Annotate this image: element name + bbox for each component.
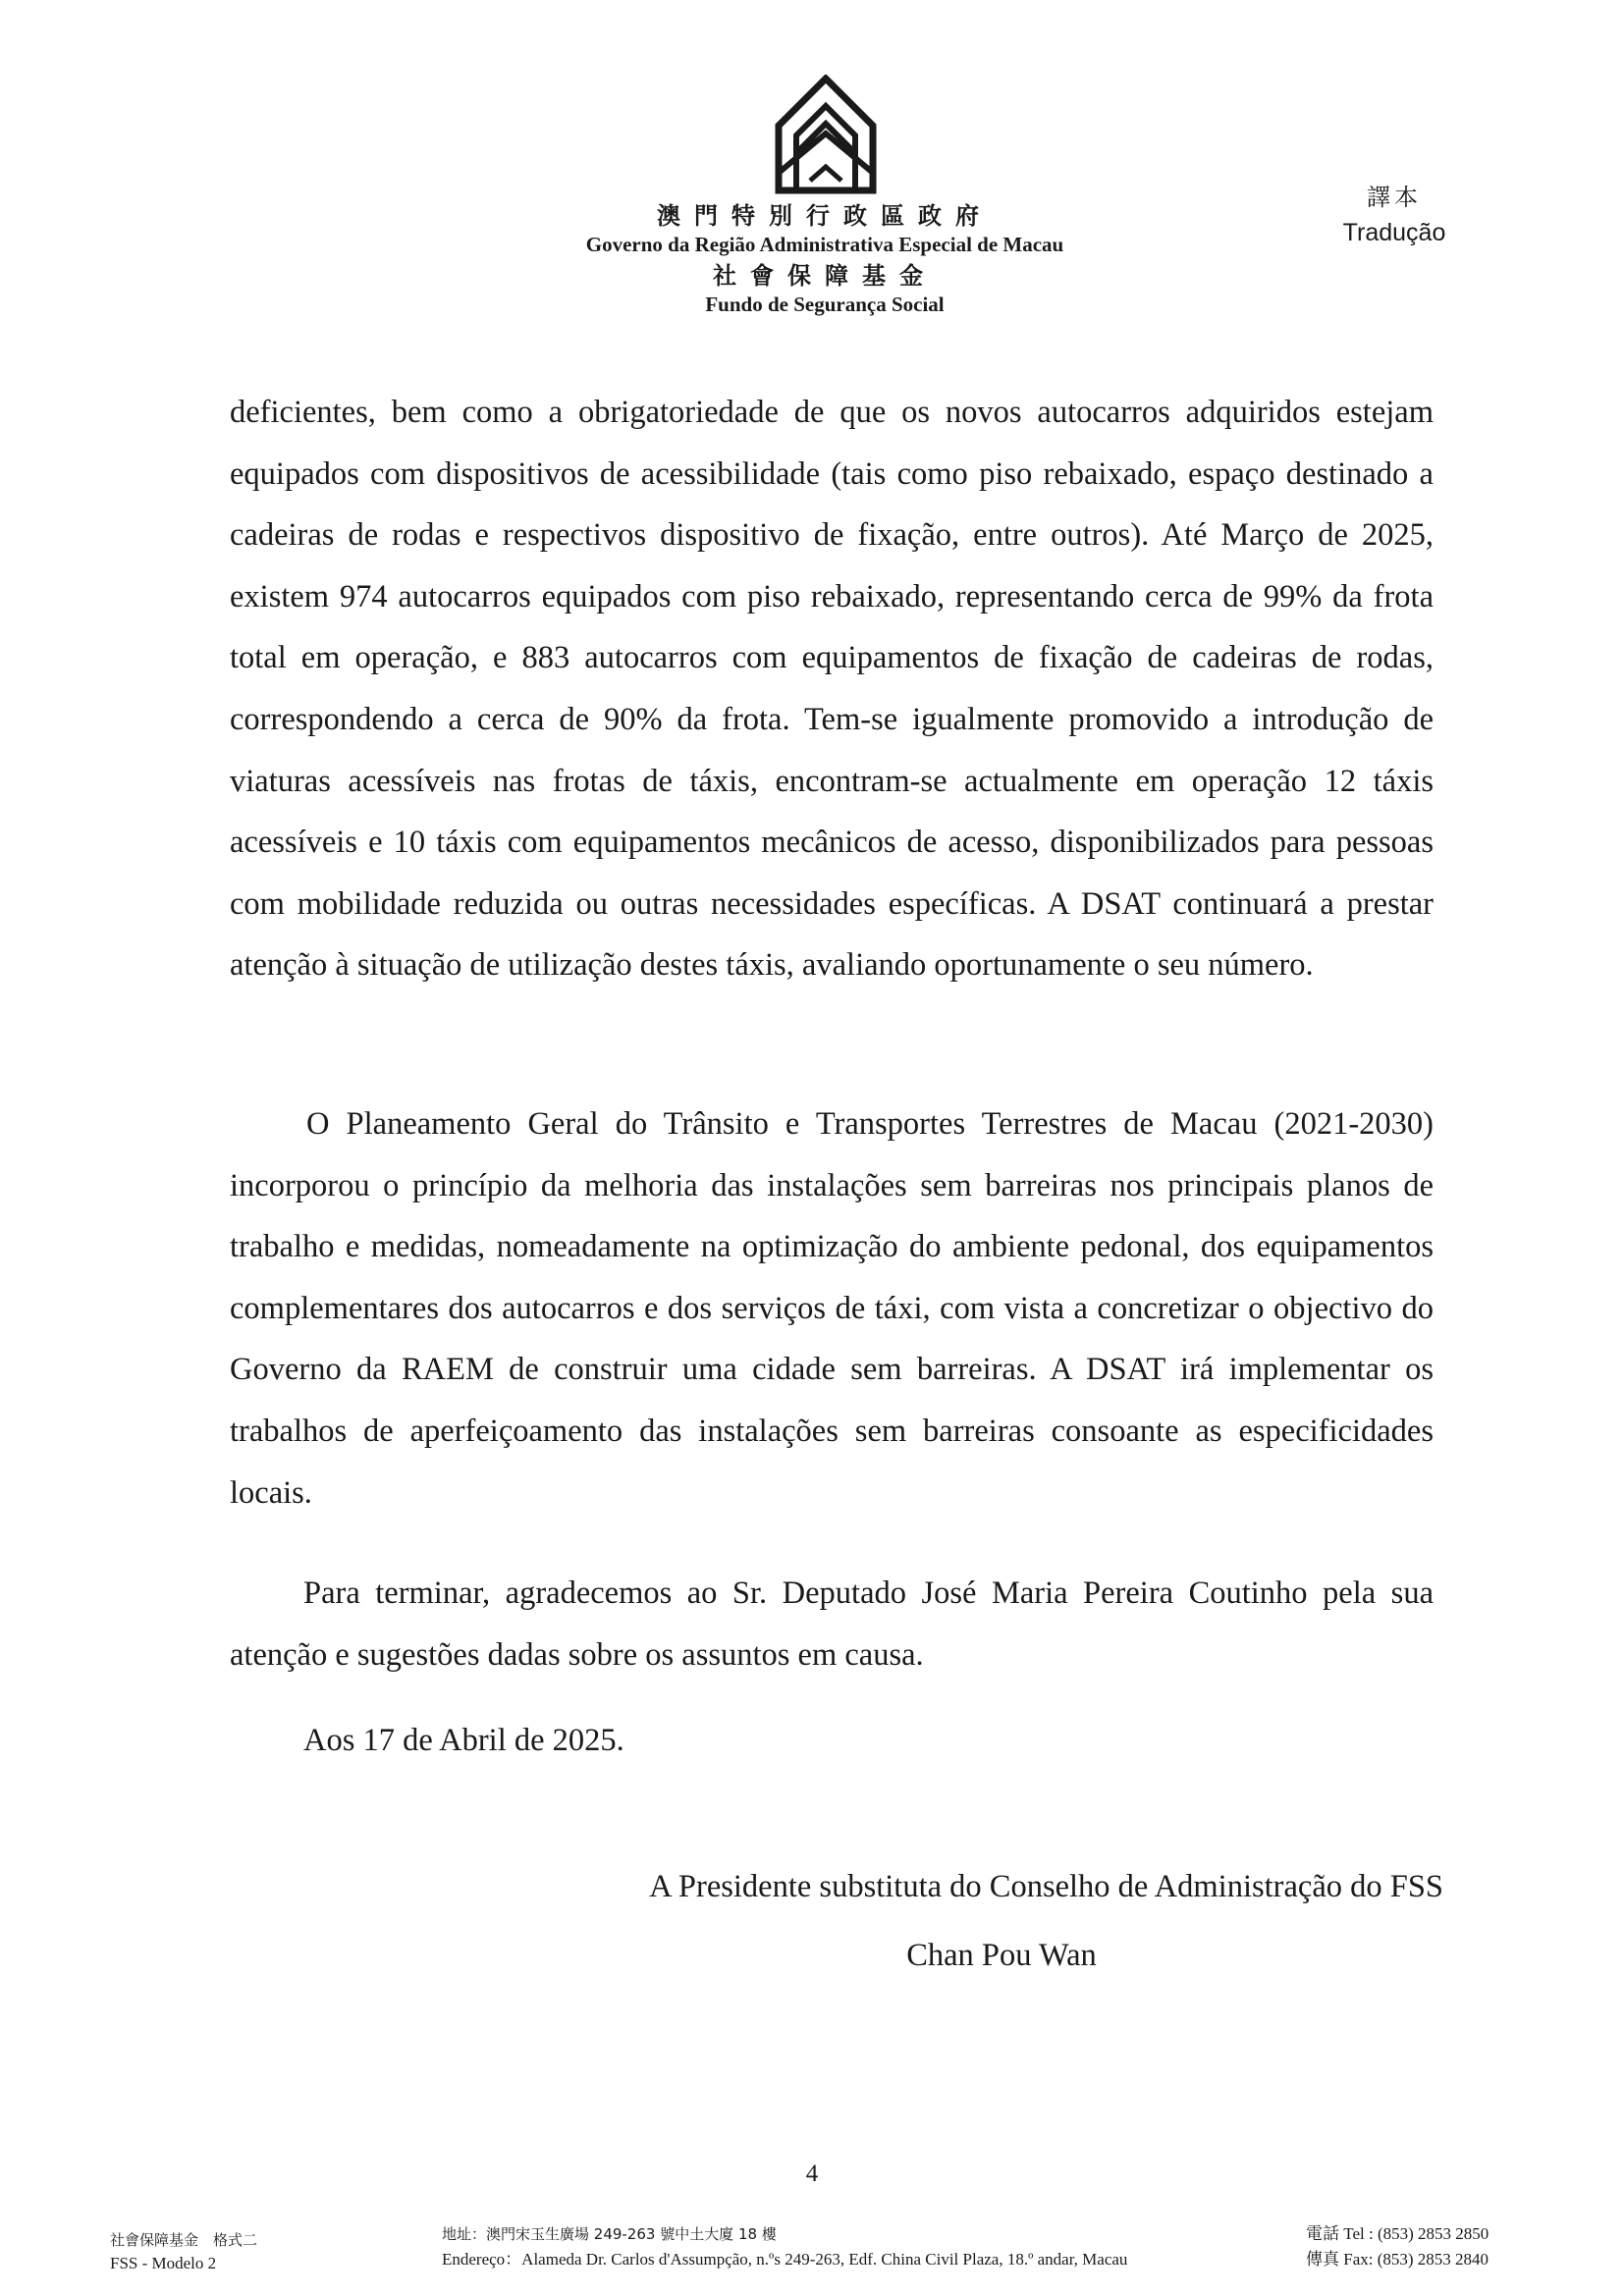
agency-title-pt: Fundo de Segurança Social — [705, 293, 945, 316]
fss-house-logo-icon — [775, 75, 877, 194]
form-label-zh: 社會保障基金 格式二 — [110, 2231, 258, 2249]
signatory-title: A Presidente substituta do Conselho de Administração do FSS — [649, 1869, 1443, 1904]
date-line: Aos 17 de Abril de 2025. — [303, 1723, 624, 1758]
translation-label-zh: 譯本 — [1367, 184, 1422, 211]
government-title-zh: 澳門特別行政區政府 — [657, 201, 993, 230]
body-paragraph-3: Para terminar, agradecemos ao Sr. Deputado José Maria Pereira Coutinho pela sua atenção e sugestões dadas sobre os assuntos em causa. — [230, 1575, 1434, 1673]
address-zh: 地址：澳門宋玉生廣場 249-263 號中土大廈 18 樓 — [442, 2225, 777, 2243]
address-pt: Endereço：Alameda Dr. Carlos d'Assumpção, n.ºs 249-263, Edf. China Civil Plaza, 18.º andar, Macau — [442, 2250, 1128, 2269]
signatory-name: Chan Pou Wan — [906, 1938, 1097, 1973]
telephone: 電話 Tel : (853) 2853 2850 — [1306, 2224, 1489, 2243]
government-title-pt: Governo da Região Administrativa Especial de Macau — [585, 233, 1064, 256]
form-label-pt: FSS - Modelo 2 — [110, 2254, 217, 2272]
page-number: 4 — [805, 2161, 819, 2187]
translation-label-pt: Tradução — [1342, 219, 1446, 246]
agency-title-zh: 社會保障基金 — [713, 261, 937, 290]
fax: 傳真 Fax: (853) 2853 2840 — [1306, 2250, 1489, 2269]
body-paragraph-2: O Planeamento Geral do Trânsito e Transportes Terrestres de Macau (2021-2030) incorporou o princípio da melhoria das instalações sem barreiras nos principais planos de trabalho e medidas, nomeadamente na optimização do ambiente pedonal, dos equipamentos complementares dos autocarros e dos serviços de táxi, com vista a concretizar o objectivo do Governo da RAEM de construir uma cidade sem barreiras. A DSAT irá implementar os trabalhos de aperfeiçoamento das instalações sem barreiras consoante as especificidades locais. — [230, 1106, 1434, 1511]
body-paragraph-1: deficientes, bem como a obrigatoriedade de que os novos autocarros adquiridos estejam equipados com dispositivos de acessibilidade (tais como piso rebaixado, espaço destinado a cadeiras de rodas e respectivos dispositivo de fixação, entre outros). Até Março de 2025, existem 974 autocarros equipados com piso rebaixado, representando cerca de 99% da frota total em operação, e 883 autocarros com equipamentos de fixação de cadeiras de rodas, correspondendo a cerca de 90% da frota. Tem-se igualmente promovido a introdução de viaturas acessíveis nas frotas de táxis, encontram-se actualmente em operação 12 táxis acessíveis e 10 táxis com equipamentos mecânicos de acesso, disponibilizados para pessoas com mobilidade reduzida ou outras necessidades específicas. A DSAT continuará a prestar atenção à situação de utilização destes táxis, avaliando oportunamente o seu número. — [230, 395, 1434, 984]
